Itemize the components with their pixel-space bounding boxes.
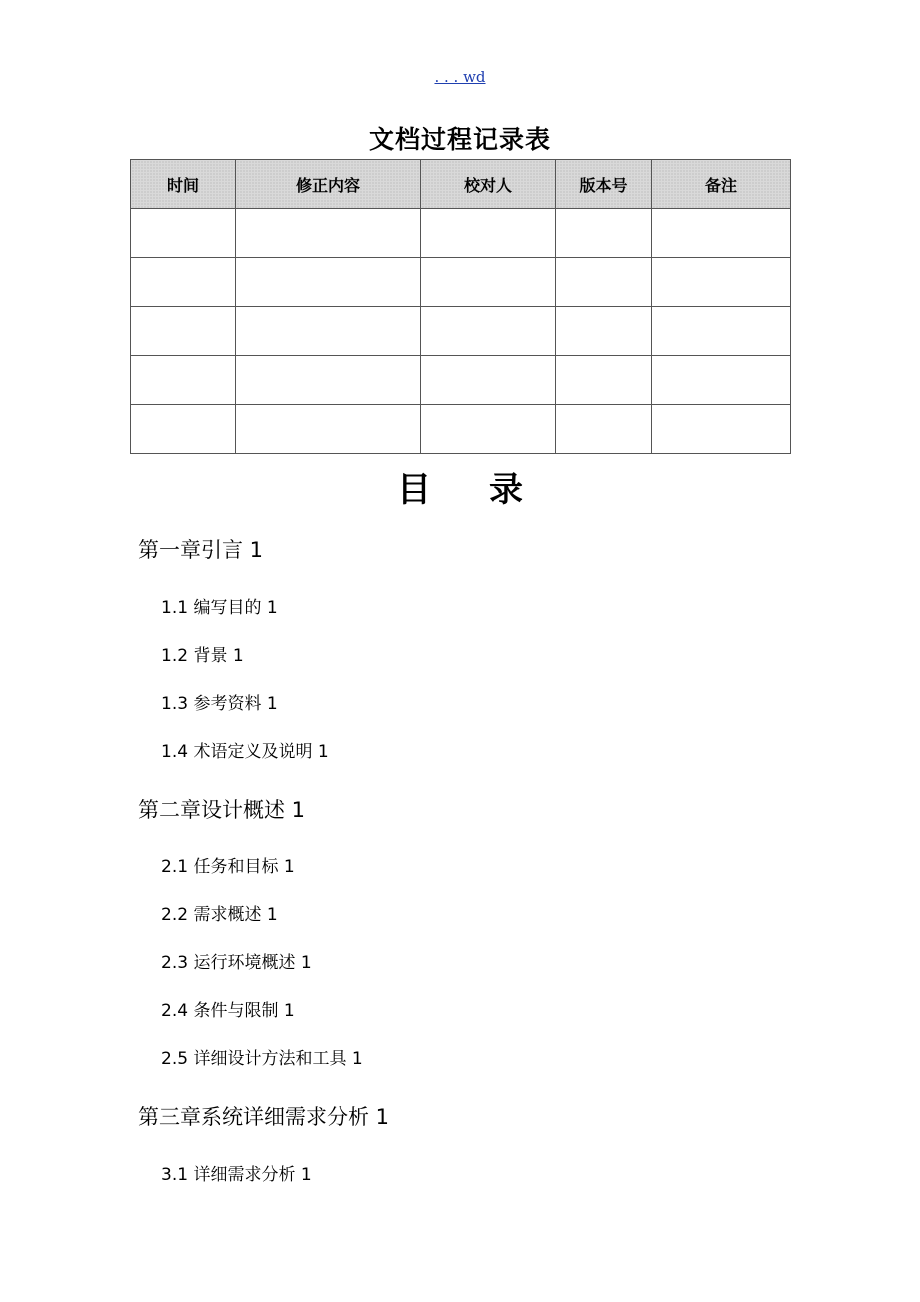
table-cell[interactable] [556, 405, 652, 454]
table-cell[interactable] [236, 356, 421, 405]
toc-section-2-5[interactable]: 2.5 详细设计方法和工具 1 [161, 1049, 363, 1069]
record-table-header-row [131, 160, 791, 209]
toc-section-3-1[interactable]: 3.1 详细需求分析 1 [161, 1165, 312, 1185]
document-title: 文档过程记录表 [368, 125, 551, 154]
toc-section-2-4[interactable]: 2.4 条件与限制 1 [161, 1001, 295, 1021]
table-cell[interactable] [131, 258, 236, 307]
table-cell[interactable] [556, 307, 652, 356]
header-revision-content: 修正内容 [236, 160, 421, 209]
table-cell[interactable] [421, 307, 556, 356]
table-row [131, 356, 791, 405]
table-cell[interactable] [236, 258, 421, 307]
toc-section-1-4[interactable]: 1.4 术语定义及说明 1 [161, 742, 329, 762]
header-link-text[interactable]: . . . wd [434, 68, 486, 86]
table-cell[interactable] [556, 356, 652, 405]
toc-title [0, 462, 920, 511]
toc-chapter-1[interactable]: 第一章引言 1 [138, 538, 264, 562]
table-cell[interactable] [236, 405, 421, 454]
table-cell[interactable] [236, 307, 421, 356]
table-cell[interactable] [652, 258, 791, 307]
toc-chapter-2[interactable]: 第二章设计概述 1 [138, 798, 306, 822]
table-row [131, 405, 791, 454]
toc-section-2-1[interactable]: 2.1 任务和目标 1 [161, 857, 295, 877]
toc-chapter-3[interactable]: 第三章系统详细需求分析 1 [138, 1105, 390, 1129]
toc-section-2-3[interactable]: 2.3 运行环境概述 1 [161, 953, 312, 973]
header-time: 时间 [131, 160, 236, 209]
table-cell[interactable] [131, 405, 236, 454]
table-cell[interactable] [556, 258, 652, 307]
header-version: 版本号 [556, 160, 652, 209]
header-remarks: 备注 [652, 160, 791, 209]
table-cell[interactable] [131, 307, 236, 356]
table-cell[interactable] [421, 356, 556, 405]
table-cell[interactable] [131, 209, 236, 258]
header-proofreader: 校对人 [421, 160, 556, 209]
table-cell[interactable] [131, 356, 236, 405]
toc-section-1-2[interactable]: 1.2 背景 1 [161, 646, 244, 666]
table-cell[interactable] [421, 258, 556, 307]
table-cell[interactable] [652, 209, 791, 258]
toc-section-1-1[interactable]: 1.1 编写目的 1 [161, 598, 278, 618]
toc-title-char: 录 [489, 470, 523, 510]
table-cell[interactable] [556, 209, 652, 258]
table-cell[interactable] [652, 356, 791, 405]
header-link[interactable] [0, 68, 920, 86]
table-cell[interactable] [236, 209, 421, 258]
table-cell[interactable] [652, 307, 791, 356]
table-cell[interactable] [421, 209, 556, 258]
toc-title-char: 目 [397, 470, 431, 510]
table-cell[interactable] [652, 405, 791, 454]
table-row [131, 307, 791, 356]
table-row [131, 258, 791, 307]
record-table [130, 159, 791, 454]
toc-section-2-2[interactable]: 2.2 需求概述 1 [161, 905, 278, 925]
table-row [131, 209, 791, 258]
toc-section-1-3[interactable]: 1.3 参考资料 1 [161, 694, 278, 714]
table-cell[interactable] [421, 405, 556, 454]
